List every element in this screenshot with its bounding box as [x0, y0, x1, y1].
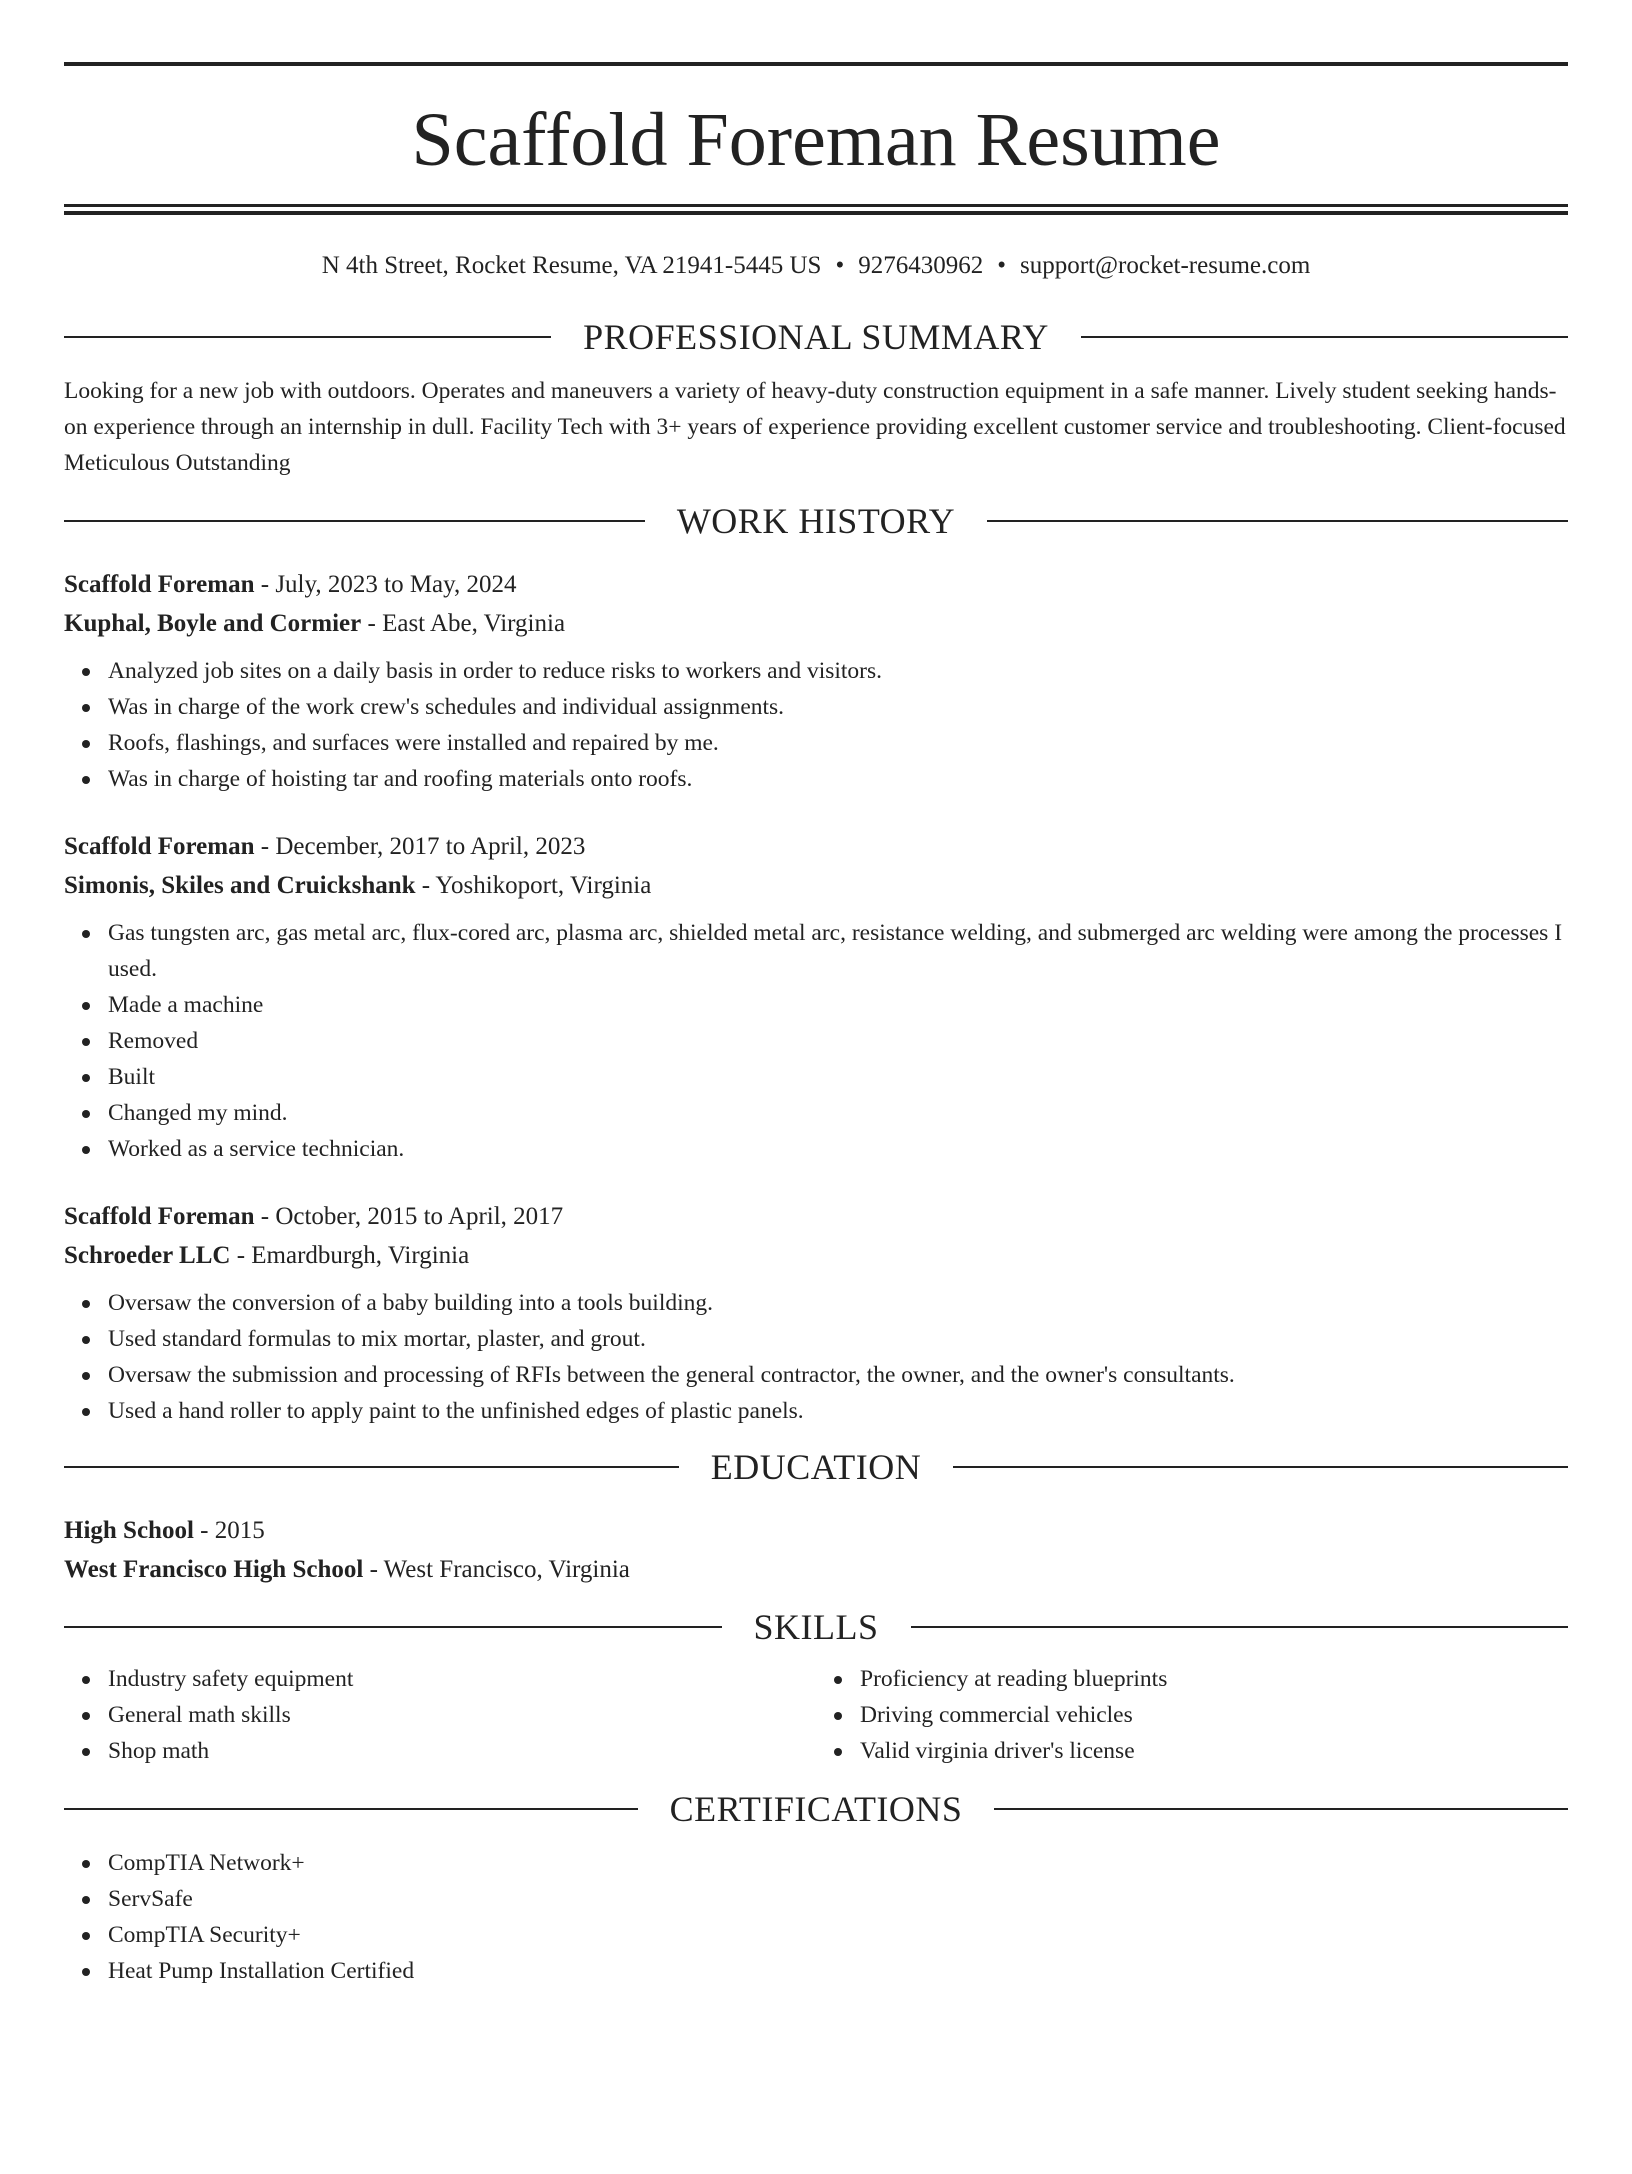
job-title-line — [64, 1197, 1568, 1236]
job-dates: - July, 2023 to May, 2024 — [254, 571, 517, 598]
job-title-line — [64, 827, 1568, 866]
job-entry — [64, 1197, 1568, 1429]
list-item: Proficiency at reading blueprints — [860, 1661, 1568, 1697]
job-duties-list — [64, 653, 1568, 797]
list-item: Driving commercial vehicles — [860, 1697, 1568, 1733]
title-double-rule — [64, 204, 1568, 215]
list-item: Analyzed job sites on a daily basis in order to reduce risks to workers and visitors. — [108, 653, 1568, 689]
list-item: Changed my mind. — [108, 1095, 1568, 1131]
top-rule — [64, 62, 1568, 66]
list-item: CompTIA Network+ — [108, 1845, 1568, 1881]
list-item: Built — [108, 1059, 1568, 1095]
job-duties-list — [64, 915, 1568, 1167]
section-heading-work-history — [64, 501, 1568, 541]
education-entry — [64, 1511, 1568, 1589]
heading-rule — [953, 1466, 1568, 1468]
job-entry — [64, 827, 1568, 1167]
page-title: Scaffold Foreman Resume — [411, 98, 1221, 182]
job-company-line — [64, 1236, 1568, 1275]
heading-rule — [64, 336, 551, 338]
resume-page — [0, 62, 1632, 2174]
list-item: Used standard formulas to mix mortar, plaster, and grout. — [108, 1321, 1568, 1357]
contact-phone: 9276430962 — [858, 252, 984, 279]
section-title: SKILLS — [753, 1607, 879, 1647]
list-item: Industry safety equipment — [108, 1661, 816, 1697]
list-item: CompTIA Security+ — [108, 1917, 1568, 1953]
list-item: Was in charge of hoisting tar and roofing materials onto roofs. — [108, 761, 1568, 797]
list-item: Heat Pump Installation Certified — [108, 1953, 1568, 1989]
list-item: Roofs, flashings, and surfaces were installed and repaired by me. — [108, 725, 1568, 761]
list-item: Valid virginia driver's license — [860, 1733, 1568, 1769]
heading-rule — [911, 1626, 1569, 1628]
heading-rule — [64, 520, 645, 522]
job-company-line — [64, 866, 1568, 905]
summary-text: Looking for a new job with outdoors. Operates and maneuvers a variety of heavy-duty construction equipment in a safe manner. Lively student seeking hands-on experience through an internship in dull. Facility Tech with 3+ years of experience providing excellent customer service and troubleshooting. Client-focused Meticulous Outstanding — [64, 378, 1566, 476]
heading-rule — [994, 1808, 1568, 1810]
job-company-line — [64, 604, 1568, 643]
heading-rule — [987, 520, 1568, 522]
section-heading-skills — [64, 1607, 1568, 1647]
list-item: Used a hand roller to apply paint to the unfinished edges of plastic panels. — [108, 1393, 1568, 1429]
list-item: Gas tungsten arc, gas metal arc, flux-cored arc, plasma arc, shielded metal arc, resistance welding, and submerged arc welding were among the processes I used. — [108, 915, 1568, 987]
education-location: - West Francisco, Virginia — [363, 1556, 630, 1583]
heading-rule — [1081, 336, 1568, 338]
job-dates: - December, 2017 to April, 2023 — [254, 833, 586, 860]
contact-separator: • — [835, 252, 845, 279]
contact-separator: • — [997, 252, 1006, 279]
list-item: Worked as a service technician. — [108, 1131, 1568, 1167]
certifications-list — [64, 1845, 1568, 1989]
job-company: Kuphal, Boyle and Cormier — [64, 610, 362, 637]
heading-rule — [64, 1466, 679, 1468]
section-title: PROFESSIONAL SUMMARY — [583, 317, 1049, 357]
list-item: Oversaw the conversion of a baby building into a tools building. — [108, 1285, 1568, 1321]
skills-list-right — [816, 1661, 1568, 1769]
heading-rule — [64, 1808, 638, 1810]
section-heading-education — [64, 1447, 1568, 1487]
list-item: ServSafe — [108, 1881, 1568, 1917]
job-title-line — [64, 565, 1568, 604]
list-item: Removed — [108, 1023, 1568, 1059]
list-item: Shop math — [108, 1733, 816, 1769]
education-school-line — [64, 1550, 1568, 1589]
job-duties-list — [64, 1285, 1568, 1429]
section-heading-summary — [64, 317, 1568, 357]
job-company: Simonis, Skiles and Cruickshank — [64, 872, 416, 899]
education-school: West Francisco High School — [64, 1556, 364, 1583]
section-title: CERTIFICATIONS — [669, 1789, 963, 1829]
section-title: WORK HISTORY — [676, 501, 956, 541]
heading-rule — [64, 1626, 722, 1628]
skills-list-left — [64, 1661, 816, 1769]
list-item: Made a machine — [108, 987, 1568, 1023]
list-item: Was in charge of the work crew's schedules and individual assignments. — [108, 689, 1568, 725]
job-dates: - October, 2015 to April, 2017 — [254, 1203, 564, 1230]
education-degree-line — [64, 1511, 1568, 1550]
list-item: Oversaw the submission and processing of RFIs between the general contractor, the owner, and the owner's consultants. — [108, 1357, 1568, 1393]
job-location: - East Abe, Virginia — [361, 610, 566, 637]
contact-address: N 4th Street, Rocket Resume, VA 21941-5445 US — [321, 252, 822, 279]
job-location: - Emardburgh, Virginia — [230, 1242, 470, 1269]
job-company: Schroeder LLC — [64, 1242, 231, 1269]
skills-grid — [64, 1661, 1568, 1769]
job-entry — [64, 565, 1568, 797]
job-location: - Yoshikoport, Virginia — [415, 872, 652, 899]
job-title: Scaffold Foreman — [64, 1203, 255, 1230]
contact-email: support@rocket-resume.com — [1020, 252, 1311, 279]
contact-line — [64, 251, 1568, 281]
education-degree: High School — [64, 1517, 194, 1544]
section-heading-certifications — [64, 1789, 1568, 1829]
section-title: EDUCATION — [710, 1447, 922, 1487]
job-title: Scaffold Foreman — [64, 571, 255, 598]
list-item: General math skills — [108, 1697, 816, 1733]
education-year: - 2015 — [193, 1517, 265, 1544]
job-title: Scaffold Foreman — [64, 833, 255, 860]
